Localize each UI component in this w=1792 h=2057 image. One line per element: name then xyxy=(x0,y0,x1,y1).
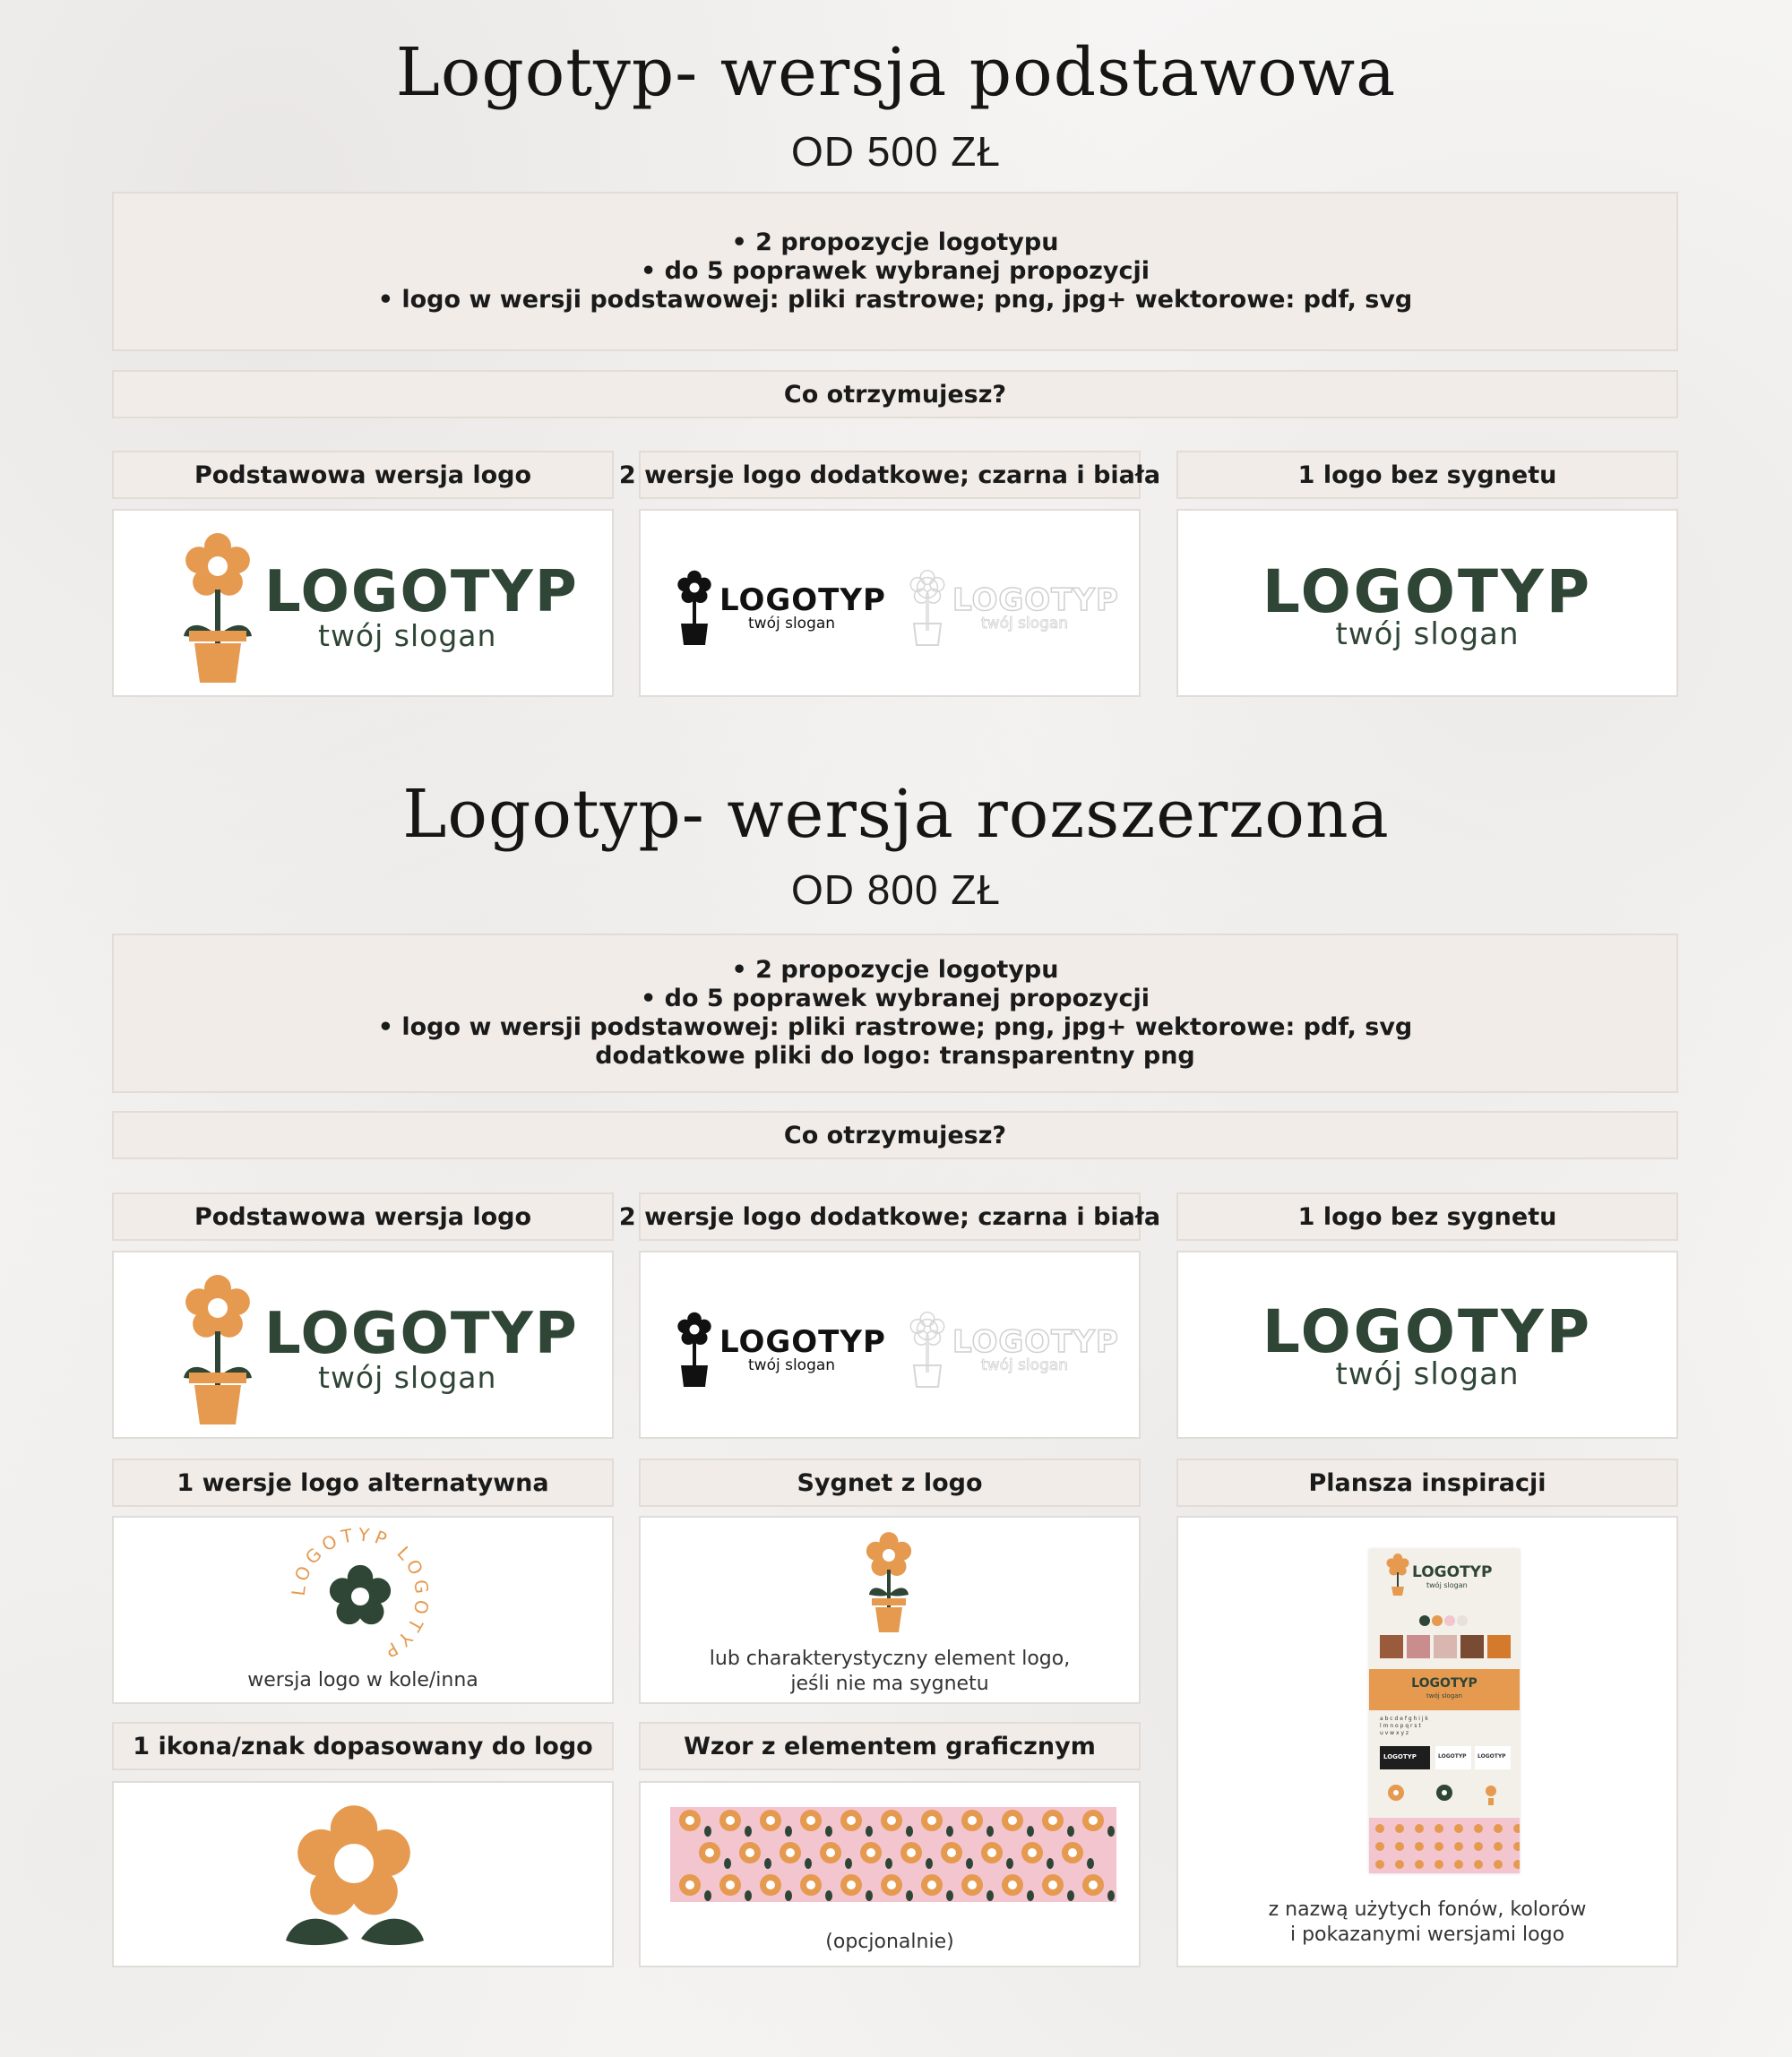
ext-bw-logo-card xyxy=(639,1251,1141,1439)
card-header-label: Podstawowa wersja logo xyxy=(194,1202,532,1231)
pattern-flower-center xyxy=(806,1816,815,1825)
pattern-leaf xyxy=(1087,1858,1094,1869)
extended-receive-band xyxy=(112,1111,1678,1159)
pattern-flower-center xyxy=(1089,1881,1098,1889)
ext-card-header-bw xyxy=(618,1192,1161,1241)
ext-icon-card xyxy=(112,1781,614,1967)
pattern-leaf xyxy=(1067,1826,1074,1837)
pattern-leaf xyxy=(724,1858,731,1869)
pattern-flower-center xyxy=(887,1881,896,1889)
pattern-flower-center xyxy=(806,1881,815,1889)
ext-sign-card xyxy=(639,1516,1141,1704)
pattern-leaf xyxy=(1047,1858,1054,1869)
ext-card-header-pattern xyxy=(639,1722,1141,1770)
nosign-logo-wordmark: LOGOTYP xyxy=(1262,1297,1593,1366)
circle-logo-text: LOGOTYP LOGOTYP xyxy=(287,1523,434,1665)
board-caption-line: z nazwą użytych fonów, kolorów xyxy=(1268,1898,1587,1921)
board-alphabet-line: u v w x y z xyxy=(1380,1730,1409,1736)
basic-bullet: • do 5 poprawek wybranej propozycji xyxy=(641,257,1150,285)
pattern-flower-center xyxy=(766,1816,775,1825)
pattern-flower-center xyxy=(866,1848,875,1857)
pattern-flower-center xyxy=(726,1881,735,1889)
pattern-caption: (opcjonalnie) xyxy=(825,1931,954,1953)
pattern-leaf xyxy=(946,1826,953,1837)
pattern-leaf xyxy=(704,1826,711,1837)
board-logo-word: LOGOTYP xyxy=(1412,1563,1493,1581)
board-caption-line: i pokazanymi wersjami logo xyxy=(1289,1924,1565,1946)
basic-card-header-primary xyxy=(112,451,614,499)
pattern-leaf xyxy=(966,1858,973,1869)
board-banner-slogan: twój slogan xyxy=(1426,1692,1462,1700)
board-logo-slogan: twój slogan xyxy=(1426,1581,1468,1589)
board-banner-word: LOGOTYP xyxy=(1411,1676,1478,1691)
inspiration-board xyxy=(1369,1549,1520,1873)
white-logo-slogan: twój slogan xyxy=(981,1356,1069,1374)
alt-logo-caption: wersja logo w kole/inna xyxy=(247,1669,478,1691)
ext-alt-logo-card xyxy=(112,1516,614,1704)
pattern-leaf xyxy=(1107,1890,1115,1901)
board-mini-logo-dark: LOGOTYP xyxy=(1383,1753,1417,1760)
pattern-leaf xyxy=(764,1858,771,1869)
pattern-flower-center xyxy=(685,1816,694,1825)
card-header-label: Wzor z elementem graficznym xyxy=(684,1732,1096,1760)
sign-caption-line: jeśli nie ma sygnetu xyxy=(790,1673,989,1695)
pattern-leaf xyxy=(1107,1826,1115,1837)
pattern-leaf xyxy=(745,1890,752,1901)
pattern-leaf xyxy=(745,1826,752,1837)
extended-features-box xyxy=(112,934,1678,1093)
black-logo-wordmark: LOGOTYP xyxy=(719,1324,886,1360)
pattern-leaf xyxy=(926,1858,933,1869)
logo-slogan: twój slogan xyxy=(318,1360,497,1395)
card-header-label: Sygnet z logo xyxy=(797,1468,983,1497)
pattern-leaf xyxy=(825,1826,832,1837)
pattern-flower-center xyxy=(927,1816,936,1825)
pattern-leaf xyxy=(805,1858,812,1869)
black-logo-slogan: twój slogan xyxy=(748,1356,836,1374)
board-alphabet-line: l m n o p q r s t xyxy=(1380,1723,1421,1729)
pattern-leaf xyxy=(906,1826,913,1837)
pattern-flower-center xyxy=(685,1881,694,1889)
pattern-flower-center xyxy=(1068,1848,1077,1857)
black-logo-wordmark: LOGOTYP xyxy=(719,582,886,618)
pattern-flower-center xyxy=(847,1816,856,1825)
ext-card-header-primary xyxy=(112,1192,614,1241)
pattern-leaf xyxy=(866,1826,873,1837)
basic-features-box xyxy=(112,192,1678,351)
pattern-leaf xyxy=(986,1826,994,1837)
card-header-label: 1 wersje logo alternatywna xyxy=(177,1468,549,1497)
extended-bullet: • logo w wersji podstawowej: pliki rastrowe; png, jpg+ wektorowe: pdf, svg xyxy=(377,1013,1413,1041)
pattern-leaf xyxy=(1067,1890,1074,1901)
extended-receive-label: Co otrzymujesz? xyxy=(783,1121,1007,1149)
basic-price: OD 500 ZŁ xyxy=(791,128,1001,175)
logo-wordmark: LOGOTYP xyxy=(264,1301,579,1367)
board-graphics xyxy=(1369,1549,1520,1873)
pattern-leaf xyxy=(1027,1890,1034,1901)
white-logo-wordmark: LOGOTYP xyxy=(952,1324,1119,1360)
card-header-label: 2 wersje logo dodatkowe; czarna i biała xyxy=(618,1202,1161,1231)
basic-bullet: • 2 propozycje logotypu xyxy=(731,228,1059,256)
pattern-flower-center xyxy=(705,1848,714,1857)
pattern-leaf xyxy=(785,1890,792,1901)
pattern-flower-center xyxy=(987,1848,996,1857)
pattern-flower-center xyxy=(1089,1816,1098,1825)
pattern-leaf xyxy=(704,1890,711,1901)
ext-board-card xyxy=(1176,1516,1678,1967)
basic-card-header-bw xyxy=(618,451,1161,499)
pattern-flower-center xyxy=(1048,1881,1057,1889)
pattern-flower-center xyxy=(1028,1848,1037,1857)
pattern-flower-center xyxy=(766,1881,775,1889)
basic-title: Logotyp- wersja podstawowa xyxy=(395,34,1397,111)
sign-caption-line: lub charakterystyczny element logo, xyxy=(709,1648,1071,1670)
card-header-label: 1 logo bez sygnetu xyxy=(1297,460,1557,489)
pattern-flower-center xyxy=(927,1881,936,1889)
pattern-leaf xyxy=(946,1890,953,1901)
pattern-leaf xyxy=(845,1858,852,1869)
pattern-leaf xyxy=(906,1890,913,1901)
pattern-flower-center xyxy=(968,1881,977,1889)
pattern-leaf xyxy=(1027,1826,1034,1837)
basic-primary-logo-card xyxy=(112,509,614,697)
pattern-leaf xyxy=(825,1890,832,1901)
white-logo-wordmark: LOGOTYP xyxy=(952,582,1119,618)
ext-pattern-card xyxy=(639,1781,1141,1967)
extended-title: Logotyp- wersja rozszerzona xyxy=(402,776,1390,853)
logo-slogan: twój slogan xyxy=(318,618,497,653)
card-header-label: 1 ikona/znak dopasowany do logo xyxy=(133,1732,593,1760)
pattern-leaf xyxy=(986,1890,994,1901)
board-mini-logo-light: LOGOTYP xyxy=(1438,1753,1467,1760)
ext-card-header-alt xyxy=(112,1459,614,1507)
pattern-flower-center xyxy=(745,1848,754,1857)
nosign-logo-slogan: twój slogan xyxy=(1335,1356,1520,1392)
black-logo-slogan: twój slogan xyxy=(748,615,836,633)
ext-card-header-board xyxy=(1176,1459,1678,1507)
pattern-leaf xyxy=(1006,1858,1013,1869)
extended-bullet: • 2 propozycje logotypu xyxy=(731,956,1059,984)
pattern-leaf xyxy=(785,1826,792,1837)
basic-receive-band xyxy=(112,370,1678,418)
nosign-logo-wordmark: LOGOTYP xyxy=(1262,557,1593,626)
flower-icon xyxy=(114,1783,614,1967)
pattern-flower-center xyxy=(947,1848,956,1857)
white-logo-slogan: twój slogan xyxy=(981,615,1069,633)
pattern-flower-center xyxy=(887,1816,896,1825)
board-alphabet xyxy=(1380,1716,1428,1737)
card-header-label: 1 logo bez sygnetu xyxy=(1297,1202,1557,1231)
pattern-flower-center xyxy=(1008,1816,1017,1825)
logo-wordmark: LOGOTYP xyxy=(264,559,579,625)
pattern-flower-center xyxy=(1048,1816,1057,1825)
pattern-flower-center xyxy=(786,1848,795,1857)
pattern-flower-center xyxy=(907,1848,916,1857)
pattern-leaf xyxy=(885,1858,892,1869)
ext-card-header-sign xyxy=(639,1459,1141,1507)
extended-bullet: • do 5 poprawek wybranej propozycji xyxy=(641,985,1150,1012)
basic-bw-logo-card xyxy=(639,509,1141,697)
extended-bullet: dodatkowe pliki do logo: transparentny png xyxy=(595,1042,1195,1070)
pattern-flower-center xyxy=(826,1848,835,1857)
ext-primary-logo-card xyxy=(112,1251,614,1439)
basic-card-header-nosign xyxy=(1176,451,1678,499)
pattern-flower-center xyxy=(726,1816,735,1825)
extended-price: OD 800 ZŁ xyxy=(791,866,1001,913)
nosign-logo-slogan: twój slogan xyxy=(1335,616,1520,652)
board-alphabet-line: a b c d e f g h i j k xyxy=(1380,1716,1428,1722)
pattern-flower-center xyxy=(968,1816,977,1825)
ext-card-header-icon xyxy=(112,1722,614,1770)
pattern-leaf xyxy=(866,1890,873,1901)
card-header-label: 2 wersje logo dodatkowe; czarna i biała xyxy=(618,460,1161,489)
basic-receive-label: Co otrzymujesz? xyxy=(783,380,1007,409)
basic-bullet: • logo w wersji podstawowej: pliki rastrowe; png, jpg+ wektorowe: pdf, svg xyxy=(377,286,1413,314)
pattern-flower-center xyxy=(847,1881,856,1889)
board-mini-logo-light-2: LOGOTYP xyxy=(1478,1753,1506,1760)
ext-nosign-logo-card xyxy=(1176,1251,1678,1439)
ext-card-header-nosign xyxy=(1176,1192,1678,1241)
basic-nosign-logo-card xyxy=(1176,509,1678,697)
pattern-flower-center xyxy=(1008,1881,1017,1889)
card-header-label: Plansza inspiracji xyxy=(1308,1468,1546,1497)
card-header-label: Podstawowa wersja logo xyxy=(194,460,532,489)
